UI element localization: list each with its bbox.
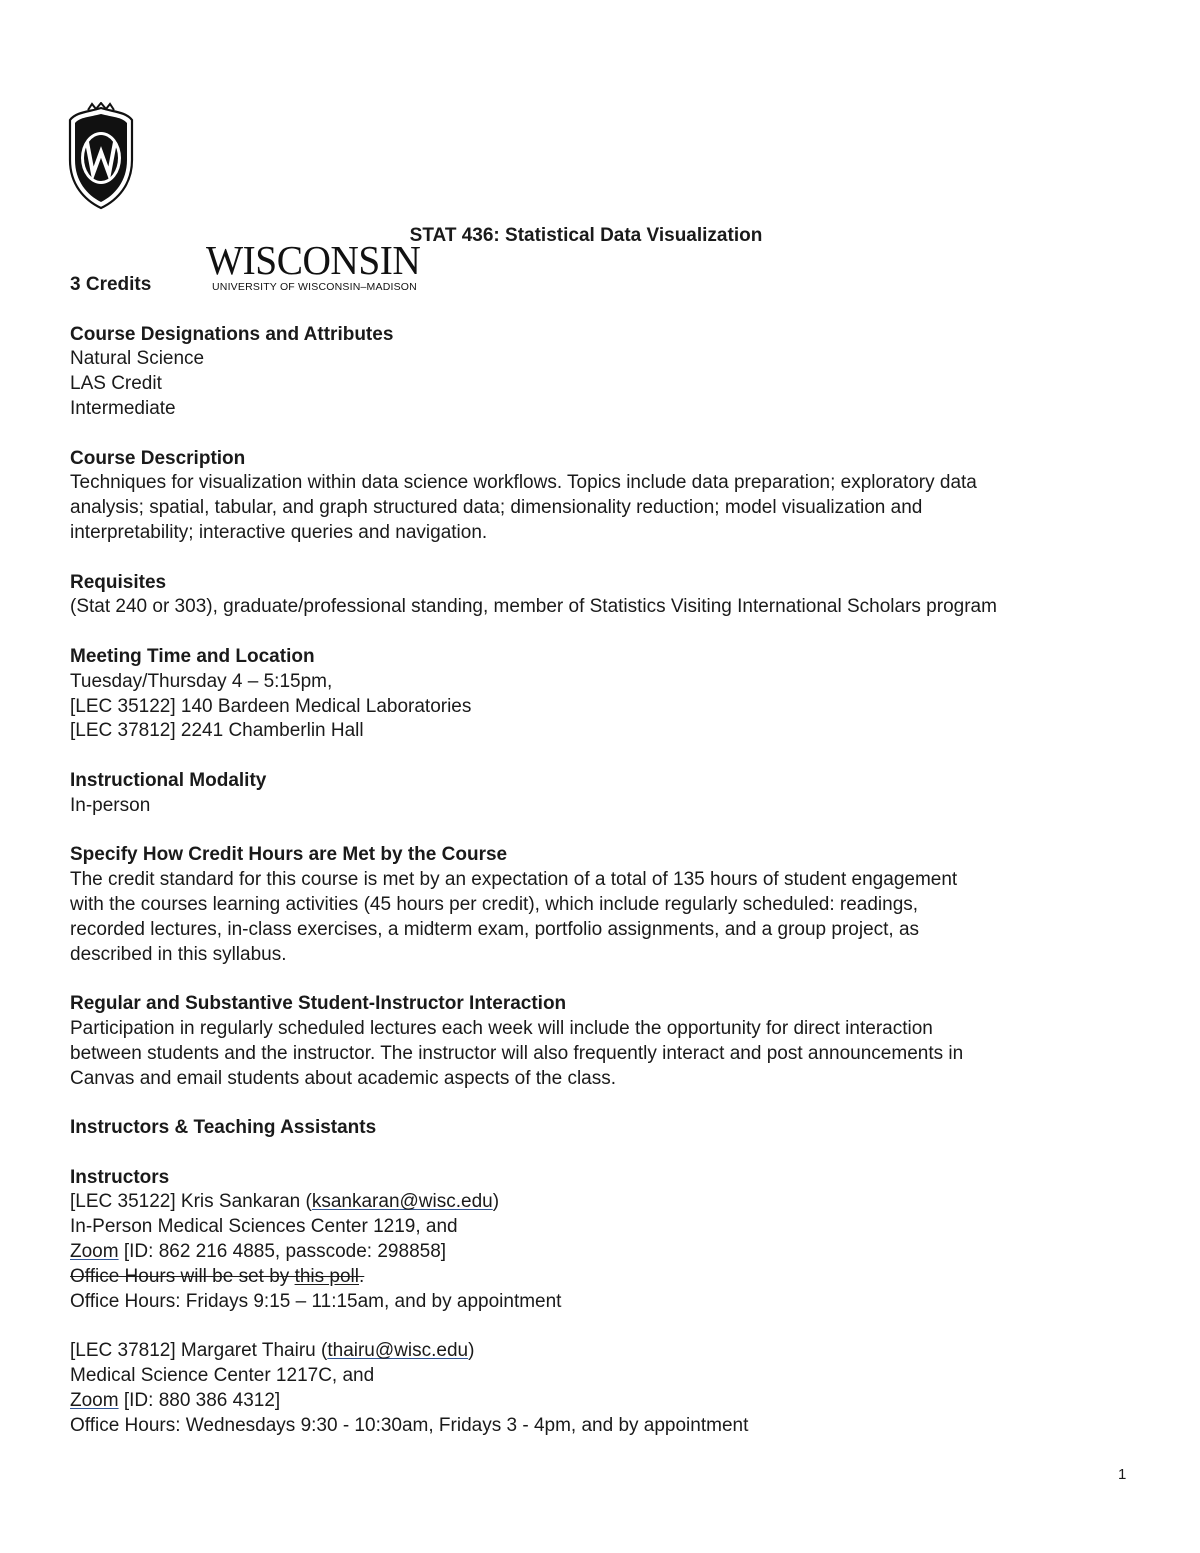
instructor-1-name-line: [70, 1190, 1150, 1215]
description-heading: Course Description: [70, 447, 246, 469]
instructor-1-zoom-details: [ID: 862 216 4885, passcode: 298858]: [118, 1241, 447, 1263]
logo-subline: UNIVERSITY OF WISCONSIN–MADISON: [212, 281, 417, 293]
instructor-2-name-line: [70, 1339, 1150, 1364]
interaction-heading: Regular and Substantive Student-Instructor Interaction: [70, 993, 567, 1015]
instructor-1-hours: Office Hours: Fridays 9:15 – 11:15am, and by appointment: [70, 1290, 562, 1312]
instructor-2: [70, 1339, 1150, 1438]
course-title: STAT 436: Statistical Data Visualization: [409, 225, 763, 246]
poll-link[interactable]: this poll: [294, 1265, 359, 1287]
instructor-2-zoom-details: [ID: 880 386 4312]: [118, 1389, 281, 1411]
instructor-1-office: In-Person Medical Sciences Center 1219, and: [70, 1216, 458, 1238]
page-number: 1: [1118, 1466, 1127, 1483]
uw-crest-icon: [66, 102, 136, 210]
requisites-section: [70, 571, 1150, 621]
description-line: analysis; spatial, tabular, and graph structured data; dimensionality reduction; model visualization and: [70, 497, 923, 519]
syllabus-content: [70, 273, 1150, 1463]
instructor-1-name-suffix: ): [492, 1191, 500, 1213]
instructor-2-zoom-line: [70, 1389, 1150, 1414]
credit-hours-section: [70, 843, 1150, 967]
meeting-line: [LEC 37812] 2241 Chamberlin Hall: [70, 720, 364, 742]
designation-item: Intermediate: [70, 397, 176, 419]
instructor-1-zoom-line: [70, 1240, 1150, 1265]
logo-wordmark: WISCONSIN: [206, 237, 421, 283]
description-line: Techniques for visualization within data science workflows. Topics include data preparation; exploratory data: [70, 472, 977, 494]
credit-hours-line: with the courses learning activities (45 hours per credit), which include regularly scheduled: readings,: [70, 893, 919, 915]
meeting-heading: Meeting Time and Location: [70, 645, 315, 667]
modality-text: In-person: [70, 794, 151, 816]
interaction-line: Participation in regularly scheduled lectures each week will include the opportunity for direct interaction: [70, 1017, 933, 1039]
interaction-section: [70, 992, 1150, 1091]
credit-hours-line: The credit standard for this course is met by an expectation of a total of 135 hours of student engagement: [70, 869, 958, 891]
interaction-line: between students and the instructor. The instructor will also frequently interact and post announcements in: [70, 1042, 964, 1064]
meeting-section: [70, 645, 1150, 744]
meeting-line: [LEC 35122] 140 Bardeen Medical Laboratories: [70, 695, 472, 717]
interaction-line: Canvas and email students about academic aspects of the class.: [70, 1067, 617, 1089]
requisites-heading: Requisites: [70, 571, 167, 593]
instructor-2-name: [LEC 37812] Margaret Thairu (: [70, 1340, 328, 1362]
instructor-1: [70, 1166, 1150, 1315]
instructor-1-name: [LEC 35122] Kris Sankaran (: [70, 1191, 312, 1213]
instructor-1-struck-line: [70, 1265, 1150, 1290]
instructor-2-office: Medical Science Center 1217C, and: [70, 1365, 375, 1387]
designations-heading: Course Designations and Attributes: [70, 323, 394, 345]
description-line: interpretability; interactive queries and navigation.: [70, 521, 488, 543]
modality-heading: Instructional Modality: [70, 769, 267, 791]
instructor-2-email-link[interactable]: thairu@wisc.edu: [327, 1340, 469, 1362]
meeting-line: Tuesday/Thursday 4 – 5:15pm,: [70, 670, 333, 692]
designation-item: LAS Credit: [70, 373, 162, 395]
designation-item: Natural Science: [70, 348, 205, 370]
designations-section: [70, 323, 1150, 422]
description-section: [70, 447, 1150, 546]
instructor-2-hours: Office Hours: Wednesdays 9:30 - 10:30am, Fridays 3 - 4pm, and by appointment: [70, 1414, 749, 1436]
instructor-1-struck-text: Office Hours will be set by: [70, 1265, 295, 1287]
credits: 3 Credits: [70, 274, 152, 295]
instructor-1-zoom-link[interactable]: Zoom: [70, 1241, 119, 1263]
instructor-1-email-link[interactable]: ksankaran@wisc.edu: [311, 1191, 493, 1213]
credit-hours-line: described in this syllabus.: [70, 943, 287, 965]
staff-heading: Instructors & Teaching Assistants: [70, 1117, 377, 1139]
instructor-1-struck-suffix: .: [359, 1265, 365, 1287]
instructors-heading: Instructors: [70, 1166, 170, 1188]
instructor-2-zoom-link[interactable]: Zoom: [70, 1389, 119, 1411]
credit-hours-line: recorded lectures, in-class exercises, a midterm exam, portfolio assignments, and a group project, as: [70, 918, 920, 940]
requisites-text: (Stat 240 or 303), graduate/professional standing, member of Statistics Visiting International Scholars program: [70, 596, 997, 618]
instructor-2-name-suffix: ): [468, 1340, 475, 1362]
credit-hours-heading: Specify How Credit Hours are Met by the Course: [70, 844, 508, 866]
modality-section: [70, 769, 1150, 819]
